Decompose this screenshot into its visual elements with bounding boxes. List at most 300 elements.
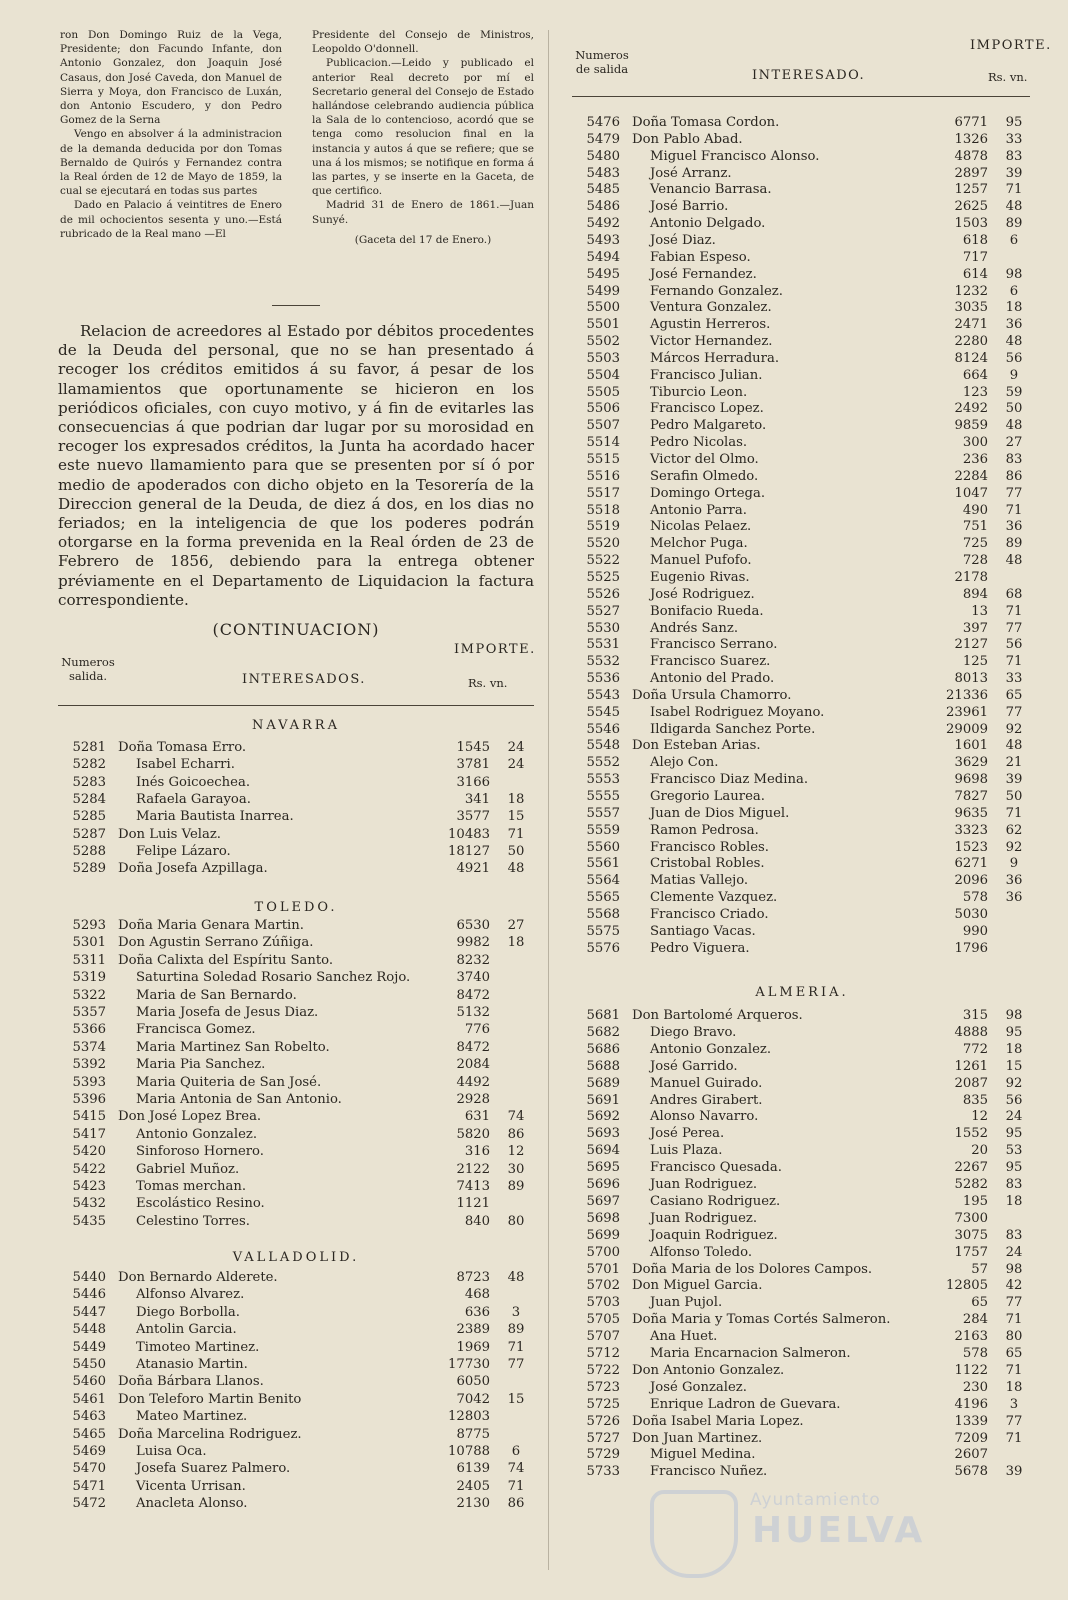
creditor-amount-centimos: 36	[1005, 317, 1023, 333]
creditor-name: José Gonzalez.	[650, 1379, 747, 1395]
creditor-row	[574, 1194, 1030, 1211]
creditor-row	[574, 856, 1030, 873]
creditor-name: José Garrido.	[650, 1058, 738, 1074]
creditor-number: 5725	[586, 1396, 620, 1412]
creditor-amount-centimos: 39	[1005, 1464, 1023, 1480]
creditor-amount-centimos: 95	[1005, 115, 1023, 130]
creditor-row	[574, 924, 1030, 941]
creditor-number: 5281	[72, 740, 106, 755]
creditor-row	[60, 1109, 532, 1126]
creditor-amount-centimos: 92	[1005, 721, 1023, 737]
creditor-amount-reales: 2607	[954, 1447, 988, 1463]
creditor-number: 5502	[586, 334, 620, 350]
creditor-amount-reales: 4196	[954, 1396, 988, 1412]
creditor-amount-reales: 3629	[954, 755, 988, 771]
creditor-amount-reales: 1552	[954, 1126, 988, 1142]
creditor-amount-reales: 3740	[456, 970, 490, 986]
creditor-amount-centimos: 48	[1005, 334, 1023, 350]
creditor-amount-reales: 5678	[954, 1464, 988, 1480]
creditor-name: Maria de San Bernardo.	[136, 987, 297, 1003]
creditor-amount-reales: 7209	[954, 1430, 988, 1446]
watermark-main-text: HUELVA	[752, 1510, 926, 1551]
creditor-amount-reales: 18127	[448, 843, 490, 859]
creditor-amount-reales: 8232	[456, 952, 490, 968]
creditor-row	[60, 1005, 532, 1022]
creditor-amount-reales: 4878	[954, 148, 988, 164]
creditor-number: 5319	[72, 970, 106, 986]
creditor-row	[574, 486, 1030, 503]
creditor-amount-centimos: 71	[507, 1478, 525, 1494]
creditor-name: Timoteo Martinez.	[136, 1339, 260, 1355]
creditor-number: 5693	[586, 1126, 620, 1142]
creditor-amount-centimos: 77	[1005, 1295, 1023, 1311]
creditor-number: 5465	[72, 1426, 106, 1442]
creditor-name: Josefa Suarez Palmero.	[136, 1461, 291, 1477]
creditor-amount-reales: 2178	[954, 569, 988, 585]
creditor-amount-reales: 468	[464, 1287, 490, 1303]
creditor-name: Alfonso Alvarez.	[136, 1287, 245, 1303]
right-header-rule	[572, 96, 1030, 97]
creditor-number: 5449	[72, 1339, 106, 1355]
creditor-amount-centimos: 62	[1005, 822, 1023, 838]
creditor-number: 5322	[72, 987, 106, 1003]
creditor-amount-reales: 1503	[954, 216, 988, 232]
creditor-row	[60, 918, 532, 935]
creditor-name: Don Esteban Arias.	[632, 738, 761, 754]
creditor-number: 5564	[586, 873, 620, 889]
creditor-number: 5681	[586, 1008, 620, 1023]
creditor-amount-reales: 7827	[954, 789, 988, 804]
creditor-amount-reales: 636	[464, 1304, 490, 1320]
creditor-name: Pedro Malgareto.	[650, 418, 767, 434]
creditor-name: Doña Maria de los Dolores Campos.	[632, 1261, 873, 1277]
left-header-rs: Rs. vn.	[468, 676, 508, 690]
creditor-row	[574, 604, 1030, 621]
creditor-amount-reales: 490	[962, 502, 988, 518]
creditor-number: 5470	[72, 1461, 106, 1477]
creditor-row	[574, 519, 1030, 536]
creditor-name: Maria Quiteria de San José.	[136, 1074, 322, 1090]
creditor-name: Diego Bravo.	[650, 1024, 737, 1040]
creditor-number: 5493	[586, 232, 620, 248]
creditor-name: Bonifacio Rueda.	[650, 603, 764, 619]
creditor-name: Tiburcio Leon.	[650, 384, 748, 400]
creditor-row	[60, 1075, 532, 1092]
creditor-amount-centimos: 15	[507, 809, 525, 825]
creditor-row	[574, 1160, 1030, 1177]
creditor-row	[574, 115, 1030, 132]
creditor-number: 5532	[586, 654, 620, 670]
creditor-number: 5501	[586, 317, 620, 333]
creditor-amount-reales: 631	[464, 1109, 490, 1125]
creditor-name: Andres Girabert.	[650, 1092, 763, 1108]
creditor-amount-reales: 65	[971, 1295, 988, 1311]
creditor-number: 5283	[72, 774, 106, 790]
right-header-importe: IMPORTE.	[970, 38, 1052, 53]
creditor-name: Pedro Viguera.	[650, 940, 750, 956]
creditor-name: Agustin Herreros.	[650, 317, 771, 333]
decree-left-column	[60, 28, 282, 241]
creditor-name: Eugenio Rivas.	[650, 569, 750, 585]
creditor-name: Francisco Nuñez.	[650, 1464, 768, 1480]
creditor-name: Diego Borbolla.	[136, 1304, 240, 1320]
creditor-amount-centimos: 71	[1005, 502, 1023, 518]
creditor-name: Serafin Olmedo.	[650, 468, 759, 484]
creditor-number: 5480	[586, 148, 620, 164]
creditor-amount-reales: 397	[962, 620, 988, 636]
creditor-number: 5700	[586, 1244, 620, 1260]
creditor-name: Antonio Parra.	[650, 502, 747, 518]
creditor-amount-centimos: 50	[1005, 789, 1023, 804]
creditor-amount-reales: 3781	[456, 757, 490, 773]
creditor-amount-centimos: 89	[1005, 216, 1023, 232]
creditor-amount-centimos: 18	[1005, 1379, 1023, 1395]
creditor-name: Nicolas Pelaez.	[650, 519, 752, 535]
creditor-amount-centimos: 71	[1005, 1430, 1023, 1446]
creditor-number: 5393	[72, 1074, 106, 1090]
creditor-number: 5293	[72, 918, 106, 933]
creditor-number: 5447	[72, 1304, 106, 1320]
creditor-amount-reales: 1121	[456, 1196, 490, 1212]
creditor-number: 5500	[586, 300, 620, 316]
creditor-number: 5472	[72, 1496, 106, 1512]
creditor-row	[60, 1144, 532, 1161]
creditor-amount-centimos: 77	[1005, 704, 1023, 720]
creditor-name: Francisco Lopez.	[650, 401, 764, 417]
creditor-amount-reales: 5820	[456, 1126, 490, 1142]
creditor-number: 5448	[72, 1322, 106, 1338]
creditor-amount-centimos: 86	[507, 1126, 525, 1142]
creditor-row	[574, 890, 1030, 907]
creditor-number: 5301	[72, 935, 106, 951]
creditor-amount-reales: 195	[962, 1193, 988, 1209]
creditor-amount-centimos: 50	[1005, 401, 1023, 417]
creditor-name: Matias Vallejo.	[650, 873, 749, 889]
creditor-number: 5486	[586, 199, 620, 215]
creditor-row	[60, 1022, 532, 1039]
creditor-name: Gabriel Muñoz.	[136, 1161, 240, 1177]
creditor-number: 5575	[586, 923, 620, 939]
creditor-number: 5519	[586, 519, 620, 535]
creditor-number: 5499	[586, 283, 620, 299]
creditor-row	[60, 1196, 532, 1213]
creditor-name: Doña Bárbara Llanos.	[118, 1374, 264, 1390]
section-rule	[272, 305, 320, 306]
creditor-row	[60, 1409, 532, 1426]
creditor-amount-reales: 4921	[456, 861, 490, 877]
creditor-number: 5517	[586, 485, 620, 501]
creditor-row	[60, 1479, 532, 1496]
creditor-amount-centimos: 98	[1005, 1261, 1023, 1277]
creditor-amount-reales: 840	[464, 1213, 490, 1229]
creditor-amount-reales: 6271	[954, 856, 988, 872]
creditor-amount-reales: 9982	[456, 935, 490, 951]
creditor-row	[574, 1464, 1030, 1481]
creditor-number: 5460	[72, 1374, 106, 1390]
creditor-name: Pedro Nicolas.	[650, 435, 748, 451]
creditor-name: Maria Encarnacion Salmeron.	[650, 1346, 851, 1361]
creditor-number: 5461	[72, 1391, 106, 1407]
creditor-amount-reales: 8472	[456, 987, 490, 1003]
creditor-amount-reales: 751	[962, 519, 988, 535]
creditor-amount-centimos: 48	[1005, 199, 1023, 215]
creditor-amount-reales: 13	[971, 603, 988, 619]
creditor-row	[574, 1076, 1030, 1093]
creditor-number: 5357	[72, 1005, 106, 1020]
creditor-row	[574, 1211, 1030, 1228]
creditor-name: Joaquin Rodriguez.	[650, 1227, 778, 1243]
creditor-amount-centimos: 15	[1005, 1058, 1023, 1074]
creditor-row	[574, 351, 1030, 368]
creditor-name: Felipe Lázaro.	[136, 843, 231, 859]
creditor-number: 5694	[586, 1143, 620, 1159]
creditor-amount-centimos: 92	[1005, 1075, 1023, 1091]
creditor-amount-centimos: 53	[1005, 1143, 1023, 1159]
creditor-amount-reales: 728	[962, 553, 988, 569]
creditor-name: Don Antonio Gonzalez.	[632, 1362, 785, 1378]
creditor-number: 5520	[586, 536, 620, 552]
creditor-number: 5450	[72, 1357, 106, 1372]
creditor-amount-reales: 23961	[946, 704, 988, 720]
creditor-amount-reales: 300	[962, 435, 988, 451]
creditor-name: Francisco Robles.	[650, 839, 769, 855]
creditor-amount-reales: 12805	[946, 1278, 988, 1294]
creditor-name: Manuel Guirado.	[650, 1075, 763, 1091]
creditor-amount-centimos: 27	[1005, 435, 1023, 451]
creditor-name: Juan Pujol.	[650, 1295, 723, 1311]
creditor-amount-reales: 125	[962, 654, 988, 670]
creditor-amount-centimos: 48	[1005, 553, 1023, 569]
creditor-amount-reales: 1757	[954, 1244, 988, 1260]
province-navarra: NAVARRA	[252, 718, 340, 733]
creditor-amount-reales: 614	[962, 266, 988, 282]
creditor-amount-centimos: 89	[1005, 536, 1023, 552]
creditor-name: Don Juan Martinez.	[632, 1430, 763, 1446]
creditor-amount-centimos: 86	[507, 1496, 525, 1512]
creditor-amount-centimos: 27	[507, 918, 525, 933]
creditor-name: Maria Josefa de Jesus Diaz.	[136, 1005, 319, 1020]
creditor-amount-reales: 2084	[456, 1057, 490, 1073]
creditor-row	[60, 1357, 532, 1374]
creditor-name: Juan de Dios Miguel.	[650, 805, 790, 821]
creditor-amount-reales: 4888	[954, 1024, 988, 1040]
creditor-row	[574, 840, 1030, 857]
creditor-amount-reales: 6530	[456, 918, 490, 933]
creditor-number: 5285	[72, 809, 106, 825]
creditor-number: 5689	[586, 1075, 620, 1091]
creditor-amount-centimos: 77	[1005, 485, 1023, 501]
creditor-number: 5471	[72, 1478, 106, 1494]
creditor-number: 5552	[586, 755, 620, 771]
creditor-name: Domingo Ortega.	[650, 485, 766, 501]
creditor-amount-centimos: 95	[1005, 1160, 1023, 1176]
creditor-amount-centimos: 80	[1005, 1329, 1023, 1345]
creditor-amount-centimos: 77	[1005, 1413, 1023, 1429]
creditor-amount-reales: 2096	[954, 873, 988, 889]
creditor-name: Francisco Criado.	[650, 906, 769, 922]
shield-logo-icon	[650, 1490, 738, 1578]
creditor-number: 5311	[72, 952, 106, 968]
creditor-name: Santiago Vacas.	[650, 923, 756, 939]
creditor-row	[574, 166, 1030, 183]
creditor-name: Luis Plaza.	[650, 1143, 723, 1159]
creditor-amount-centimos: 33	[1005, 671, 1023, 687]
creditor-amount-reales: 2389	[456, 1322, 490, 1338]
creditor-amount-centimos: 36	[1005, 873, 1023, 889]
creditor-row	[574, 1109, 1030, 1126]
creditor-amount-reales: 2122	[456, 1161, 490, 1177]
creditor-amount-centimos: 9	[1009, 856, 1019, 872]
creditor-row	[574, 401, 1030, 418]
creditor-name: José Fernandez.	[650, 266, 757, 282]
decree-right-text-2: Publicacion.—Leido y publicado el anterior Real decreto por mí el Secretario general del Consejo de Estado hallándose celebrando audiencia pública la Sala de lo contencioso, acordó que se tenga como resolucion final en la instancia y autos á que se refiere; que se una á los mismos; se notifique en forma á las partes, y se inserte en la Gaceta, de que certifico.	[312, 57, 534, 198]
creditor-amount-reales: 8472	[456, 1039, 490, 1055]
creditor-name: Don Bernardo Alderete.	[118, 1270, 278, 1285]
creditor-amount-reales: 4492	[456, 1074, 490, 1090]
creditor-number: 5526	[586, 586, 620, 602]
creditor-amount-centimos: 95	[1005, 1126, 1023, 1142]
creditor-row	[60, 1444, 532, 1461]
creditor-amount-reales: 2127	[954, 637, 988, 653]
left-header-interesados: INTERESADOS.	[242, 672, 366, 687]
creditor-amount-centimos: 15	[507, 1391, 525, 1407]
creditor-amount-centimos: 74	[507, 1461, 525, 1477]
creditor-amount-reales: 1261	[954, 1058, 988, 1074]
creditor-amount-reales: 2267	[954, 1160, 988, 1176]
creditor-row	[574, 637, 1030, 654]
creditor-name: Don Bartolomé Arqueros.	[632, 1008, 803, 1023]
creditor-name: Enrique Ladron de Guevara.	[650, 1396, 841, 1412]
creditor-number: 5565	[586, 890, 620, 906]
creditor-number: 5423	[72, 1179, 106, 1194]
creditor-number: 5722	[586, 1362, 620, 1378]
creditor-amount-reales: 9635	[954, 805, 988, 821]
creditor-number: 5392	[72, 1057, 106, 1073]
creditor-row	[60, 1179, 532, 1196]
creditor-row	[574, 385, 1030, 402]
creditor-amount-reales: 9859	[954, 418, 988, 434]
creditor-amount-centimos: 71	[1005, 603, 1023, 619]
creditor-row	[60, 1057, 532, 1074]
creditor-name: Isabel Echarri.	[136, 757, 235, 773]
creditor-amount-centimos: 56	[1005, 350, 1023, 366]
creditor-row	[574, 1346, 1030, 1363]
creditor-amount-centimos: 77	[1005, 620, 1023, 636]
creditor-amount-centimos: 30	[507, 1161, 525, 1177]
creditor-amount-centimos: 71	[1005, 654, 1023, 670]
creditor-amount-centimos: 24	[507, 757, 525, 773]
creditor-amount-reales: 1969	[456, 1339, 490, 1355]
creditor-name: Doña Tomasa Erro.	[118, 740, 247, 755]
left-header-importe: IMPORTE.	[454, 642, 536, 657]
creditor-amount-reales: 2492	[954, 401, 988, 417]
creditor-row	[574, 806, 1030, 823]
creditor-name: Doña Isabel Maria Lopez.	[632, 1413, 804, 1429]
creditor-row	[60, 775, 532, 792]
creditor-amount-centimos: 6	[1009, 283, 1019, 299]
creditor-amount-reales: 21336	[946, 687, 988, 703]
creditor-amount-reales: 3577	[456, 809, 490, 825]
creditor-name: Antonio Delgado.	[650, 216, 766, 232]
creditor-amount-centimos: 48	[507, 861, 525, 877]
creditor-number: 5446	[72, 1287, 106, 1303]
creditor-amount-centimos: 48	[1005, 418, 1023, 434]
creditor-amount-reales: 123	[962, 384, 988, 400]
creditor-row	[574, 132, 1030, 149]
creditor-row	[574, 1295, 1030, 1312]
creditor-name: Miguel Francisco Alonso.	[650, 148, 820, 164]
creditor-row	[574, 267, 1030, 284]
creditor-name: Don Pablo Abad.	[632, 131, 743, 147]
right-creditor-list	[574, 115, 1030, 1515]
creditor-amount-reales: 725	[962, 536, 988, 552]
creditor-row	[574, 654, 1030, 671]
creditor-row	[574, 570, 1030, 587]
creditor-row	[60, 1340, 532, 1357]
creditor-row	[574, 469, 1030, 486]
creditor-number: 5703	[586, 1295, 620, 1311]
creditor-row	[574, 1329, 1030, 1346]
creditor-name: José Barrio.	[650, 199, 729, 215]
creditor-row	[574, 1126, 1030, 1143]
creditor-row	[574, 1059, 1030, 1076]
archive-watermark	[640, 1490, 970, 1570]
creditor-name: Cristobal Robles.	[650, 856, 765, 872]
creditor-row	[574, 705, 1030, 722]
creditor-amount-reales: 3075	[954, 1227, 988, 1243]
creditor-number: 5560	[586, 839, 620, 855]
creditor-name: Anacleta Alonso.	[136, 1496, 248, 1512]
creditor-name: Maria Pia Sanchez.	[136, 1057, 266, 1073]
creditor-number: 5530	[586, 620, 620, 636]
creditor-amount-centimos: 83	[1005, 452, 1023, 467]
creditor-number: 5440	[72, 1270, 106, 1285]
creditor-amount-reales: 9698	[954, 772, 988, 788]
creditor-number: 5485	[586, 182, 620, 198]
creditor-row	[60, 844, 532, 861]
creditor-amount-reales: 2130	[456, 1496, 490, 1512]
creditor-amount-centimos: 18	[1005, 300, 1023, 316]
creditor-amount-centimos: 92	[1005, 839, 1023, 855]
creditor-amount-reales: 7413	[456, 1179, 490, 1194]
creditor-row	[574, 1228, 1030, 1245]
creditor-amount-centimos: 48	[507, 1270, 525, 1285]
creditor-name: José Arranz.	[650, 165, 732, 181]
creditor-amount-reales: 3323	[954, 822, 988, 838]
creditor-number: 5723	[586, 1379, 620, 1395]
creditor-number: 5688	[586, 1058, 620, 1074]
creditor-number: 5374	[72, 1039, 106, 1055]
right-header-interesado: INTERESADO.	[752, 68, 866, 83]
creditor-row	[60, 1461, 532, 1478]
creditor-row	[574, 1177, 1030, 1194]
creditor-row	[574, 755, 1030, 772]
creditor-amount-centimos: 33	[1005, 131, 1023, 147]
creditor-row	[574, 1447, 1030, 1464]
creditor-number: 5536	[586, 671, 620, 687]
creditor-amount-centimos: 6	[511, 1444, 521, 1459]
creditor-name: Ramon Pedrosa.	[650, 822, 759, 838]
creditor-amount-reales: 3166	[456, 774, 490, 790]
creditor-name: Ana Huet.	[650, 1329, 718, 1345]
creditor-name: Venancio Barrasa.	[650, 182, 772, 198]
creditor-amount-reales: 1796	[954, 940, 988, 956]
creditor-row	[60, 740, 532, 757]
creditor-amount-reales: 5030	[954, 906, 988, 922]
creditor-amount-centimos: 18	[1005, 1041, 1023, 1057]
creditor-row	[60, 792, 532, 809]
creditor-number: 5696	[586, 1177, 620, 1192]
